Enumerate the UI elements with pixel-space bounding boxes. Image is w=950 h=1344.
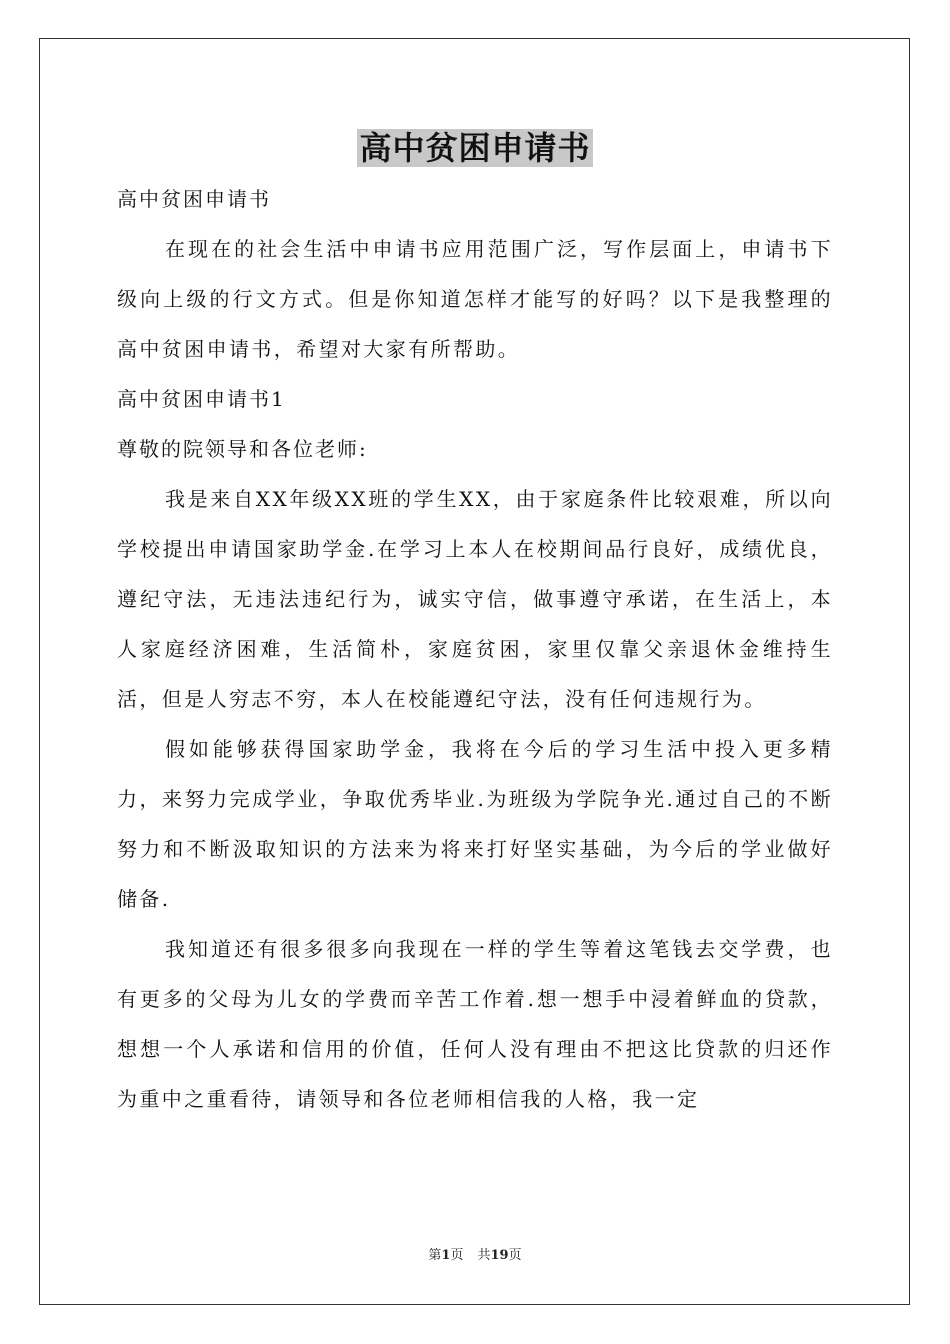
document-title-text: 高中贫困申请书 — [359, 129, 591, 167]
page-suffix: 页 — [450, 1248, 464, 1263]
page-number: 1 — [441, 1248, 451, 1263]
document-title — [0, 126, 950, 170]
document-body — [117, 174, 833, 1124]
intro-paragraph: 在现在的社会生活中申请书应用范围广泛，写作层面上，申请书下级向上级的行文方式。但是你知道怎样才能写的好吗？以下是我整理的高中贫困申请书，希望对大家有所帮助。 — [117, 237, 833, 361]
body-paragraph: 假如能够获得国家助学金，我将在今后的学习生活中投入更多精力，来努力完成学业，争取优秀毕业.为班级为学院争光.通过自己的不断努力和不断汲取知识的方法来为将来打好坚实基础，为今后的学业做好储备. — [117, 737, 833, 911]
total-pages: 19 — [490, 1248, 509, 1263]
section-heading: 高中贫困申请书1 — [117, 387, 286, 411]
document-subtitle: 高中贫困申请书 — [117, 187, 271, 211]
total-prefix: 共 — [477, 1248, 491, 1263]
page-prefix: 第 — [428, 1248, 442, 1263]
body-paragraph: 我是来自XX年级XX班的学生XX，由于家庭条件比较艰难，所以向学校提出申请国家助学金.在学习上本人在校期间品行良好，成绩优良，遵纪守法，无违法违纪行为，诚实守信，做事遵守承诺，在生活上，本人家庭经济困难，生活简朴，家庭贫困，家里仅靠父亲退休金维持生活，但是人穷志不穷，本人在校能遵纪守法，没有任何违规行为。 — [117, 487, 833, 711]
page-footer — [0, 1247, 950, 1265]
body-paragraph: 我知道还有很多很多向我现在一样的学生等着这笔钱去交学费，也有更多的父母为儿女的学费而辛苦工作着.想一想手中浸着鲜血的贷款，想想一个人承诺和信用的价值，任何人没有理由不把这比贷款的归还作为重中之重看待，请领导和各位老师相信我的人格，我一定 — [117, 937, 833, 1111]
salutation: 尊敬的院领导和各位老师: — [117, 437, 368, 461]
total-suffix: 页 — [508, 1248, 522, 1263]
